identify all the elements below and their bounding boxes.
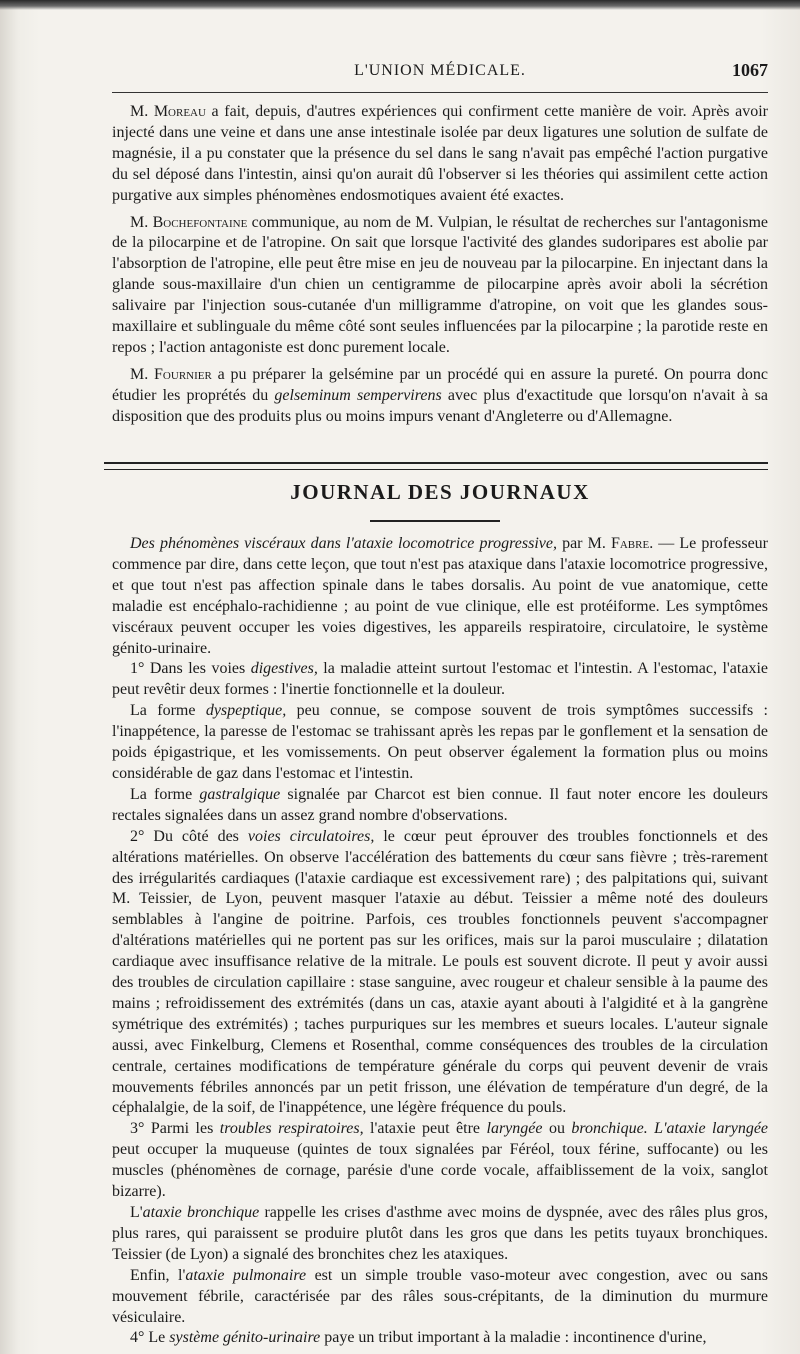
paragraph-intro: Des phénomènes viscéraux dans l'ataxie locomotrice progressive, par M. Fabre. — Le professeur commence par dire, dans cette leçon, que tout n'est pas ataxique dans l'ataxie locomotrice progressive, et que tout n'est pas affection spinale dans le tabes dorsalis. Au point de vue anatomique, cette maladie est encéphalo-rachidienne ; au point de vue clinique, elle est protéiforme. Les symptômes viscéraux peuvent occuper les voies digestives, les appareils respiratoire, circulatoire, le système génito-urinaire. <box>112 535 769 657</box>
paragraph-bronchique: L'ataxie bronchique rappelle les crises d'asthme avec moins de dyspnée, avec des râles plus gros, plus rares, qui paraissent se produire plutôt dans les gros que dans les petits tuyaux bronchiques. Teissier (de Lyon) a signalé des bronchites chez les ataxiques. <box>112 1204 768 1263</box>
paragraph-moreau: M. Moreau a fait, depuis, d'autres expériences qui confirment cette manière de voir. Après avoir injecté dans une veine et dans une anse intestinale isolée par deux ligatures une solution de sulfate de magnésie, il a pu constater que la présence du sel dans le sang n'avait pas empêché l'action purgative du sel déposé dans l'intestin, ainsi qu'on aurait dû l'observer si les théories qui assimilent cette action purgative aux simples phénomènes endosmotiques avaient été exactes. <box>112 103 769 204</box>
paragraph-bochefontaine: M. Bochefontaine communique, au nom de M. Vulpian, le résultat de recherches sur l'antagonisme de la pilocarpine et de l'atropine. On sait que lorsque l'activité des glandes sudoripares est abolie par l'absorption de l'atropine, elle peut être mise en jeu de nouveau par la pilocarpine. En injectant dans la glande sous-maxillaire d'un chien un centigramme de pilocarpine après avoir aboli la sécrétion salivaire par l'injection sous-cutanée d'un milligramme d'atropine, on voit que les glandes sous-maxillaire et sublinguale du même côté sont seules influencées par la pilocarpine ; la parotide reste en repos ; l'action antagoniste est donc purement locale. <box>112 213 769 356</box>
paragraph-respiratory: 3° Parmi les troubles respiratoires, l'ataxie peut être laryngée ou bronchique. L'ataxie laryngée peut occuper la muqueuse (quintes de toux signalées par Féréol, toux férine, suffocante) ou les muscles (phénomènes de cornage, parésie d'une corde vocale, affaiblissement de la voix, sanglot bizarre). <box>112 1120 769 1201</box>
paragraph-digestive: 1° Dans les voies digestives, la maladie atteint surtout l'estomac et l'intestin. A l'estomac, l'ataxie peut revêtir deux formes : l'inertie fonctionnelle et la douleur. <box>112 660 768 699</box>
section-double-rule <box>104 462 768 470</box>
author-fournier: Fournier <box>154 365 212 383</box>
paragraph-pulmonaire: Enfin, l'ataxie pulmonaire est un simple trouble vaso-moteur avec congestion, avec ou sans mouvement fébrile, caractérisée par des râles sous-crépitants, de la diminution du murmure vésiculaire. <box>112 1266 768 1326</box>
header-rule <box>112 92 768 93</box>
journal-section <box>112 534 768 1349</box>
author-bochefontaine: Bochefontaine <box>152 213 248 231</box>
author-fabre: Fabre <box>610 535 650 552</box>
paragraph-fournier: M. Fournier a pu préparer la gelsémine par un procédé qui en assure la pureté. On pourra donc étudier les proprétés du gelseminum sempervirens avec plus d'exactitude que lorsqu'on n'avait à sa disposition que des produits plus ou moins impurs venant d'Angleterre ou d'Allemagne. <box>112 365 768 425</box>
page-header <box>112 58 768 88</box>
top-section <box>112 102 768 428</box>
paragraph-circulatory: 2° Du côté des voies circulatoires, le cœur peut éprouver des troubles fonctionnels et des altérations matérielles. On observe l'accélération des battements du cœur sans fièvre ; très-rarement des irrégularités cardiaques (l'ataxie cardiaque est excessivement rare) ; des palpitations qui, suivant M. Teissier, de Lyon, peuvent masquer l'ataxie au début. Teissier a même noté des douleurs semblables à l'angine de poitrine. Parfois, ces troubles fonctionnels peuvent s'accompagner d'altérations matérielles qui ne portent pas sur les orifices, mais sur la paroi musculaire ; dilatation cardiaque avec insuffisance relative de la mitrale. Le pouls est souvent dicrote. Il peut y avoir aussi des troubles de circulation capillaire : stase sanguine, avec rougeur et chaleur sensible à la paume des mains ; refroidissement des extrémités (dans un cas, ataxie ayant abouti à l'algidité et à la gangrène symétrique des extrémités) ; taches purpuriques sur les membres et sueurs locales. L'auteur signale aussi, avec Finkelburg, Clemens et Rosenthal, comme conséquences des troubles de la circulation centrale, certaines modifications de température générale du corps qui peuvent devenir de vrais mouvements fébriles annoncés par un petit frisson, une élévation de température d'un degré, de la céphalalgie, de la soif, de l'inappétence, une légère fréquence du pouls. <box>112 827 769 1117</box>
paragraph-genito: 4° Le système génito-urinaire paye un tribut important à la maladie : incontinence d'urine, <box>130 1329 707 1347</box>
paragraph-gastralgique: La forme gastralgique signalée par Charcot est bien connue. Il faut noter encore les douleurs rectales signalées dans un assez grand nombre d'observations. <box>112 785 768 824</box>
section-title: JOURNAL DES JOURNAUX <box>290 480 590 504</box>
running-head: L'UNION MÉDICALE. <box>354 62 526 79</box>
article-title: Des phénomènes viscéraux dans l'ataxie locomotrice progressive, <box>130 535 557 552</box>
author-moreau: Moreau <box>153 103 206 120</box>
page-number: 1067 <box>732 60 768 80</box>
paragraph-dyspeptique: La forme dyspeptique, peu connue, se compose souvent de trois symptômes successifs : l'inappétence, la paresse de l'estomac se trahissant après les repas par le gonflement et la sensation de poids épigastrique, et les vomissements. On peut observer également la formation plus ou moins considérable de gaz dans l'estomac et l'intestin. <box>112 702 769 782</box>
scan-edge <box>0 0 800 10</box>
title-rule <box>370 520 500 522</box>
